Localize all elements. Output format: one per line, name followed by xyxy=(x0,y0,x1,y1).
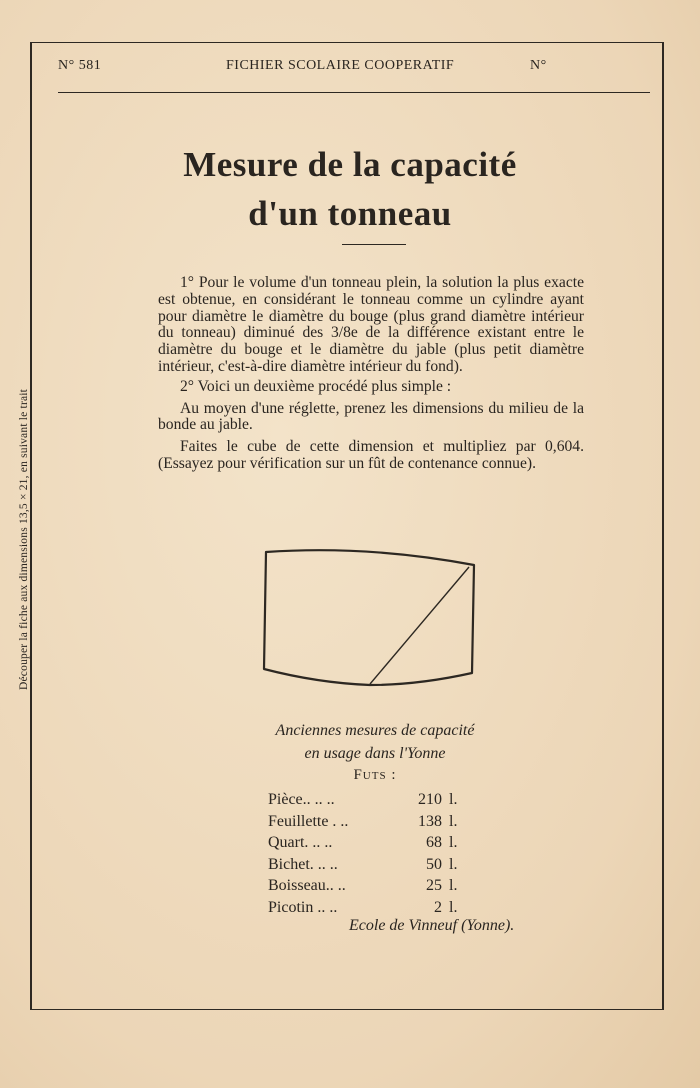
measure-value: 50 xyxy=(426,855,442,873)
table-row xyxy=(268,854,457,876)
measures-subheading: Futs : xyxy=(353,767,397,783)
school-signature: Ecole de Vinneuf (Yonne). xyxy=(349,917,515,934)
measure-name: Boisseau.. .. xyxy=(268,877,346,894)
title-line-2: d'un tonneau xyxy=(248,194,452,233)
paragraph-method-1: 1° Pour le volume d'un tonneau plein, la solution la plus exacte est obtenue, en considérant le tonneau comme un cylindre ayant pour diamètre le diamètre du bouge (plus grand diamètre intérieur du tonneau) diminué des 3/8e de la différence existant entre le diamètre du bouge et le diamètre du jable (plus petit diamètre intérieur, c'est-à-dire diamètre intérieur du fond). xyxy=(158,274,584,375)
series-title: FICHIER SCOLAIRE COOPERATIF xyxy=(226,58,455,73)
measure-name: Picotin .. .. xyxy=(268,898,338,916)
measures-heading-2: en usage dans l'Yonne xyxy=(304,745,446,762)
measure-name: Pièce.. .. .. xyxy=(268,791,335,808)
paragraph-method-2-step-1: Au moyen d'une réglette, prenez les dimensions du milieu de la bonde au jable. xyxy=(158,399,584,434)
measures-table xyxy=(268,789,457,918)
measure-name: Bichet. .. .. xyxy=(268,855,338,873)
measure-value: 210 xyxy=(418,791,442,808)
measure-unit: l. xyxy=(449,898,458,916)
table-row xyxy=(268,875,457,897)
cut-instruction: Découper la fiche aux dimensions 13,5 × 21, en suivant le trait xyxy=(18,388,30,690)
measures-heading-1: Anciennes mesures de capacité xyxy=(275,722,475,739)
table-row xyxy=(268,897,457,919)
secondary-number-label: N° xyxy=(530,58,547,73)
measure-unit: l. xyxy=(449,812,458,830)
measure-name: Quart. .. .. xyxy=(268,834,333,851)
barrel-outline xyxy=(264,550,474,685)
measure-value: 2 xyxy=(434,898,442,916)
table-row xyxy=(268,832,457,854)
paragraph-method-2-intro: 2° Voici un deuxième procédé plus simple : xyxy=(180,377,452,395)
old-measures-section xyxy=(200,719,540,918)
table-row xyxy=(268,811,457,833)
title-line-1: Mesure de la capacité xyxy=(183,145,517,184)
measure-unit: l. xyxy=(449,791,458,808)
card-header xyxy=(58,58,650,82)
barrel-diagram xyxy=(258,545,482,691)
title-underline xyxy=(342,244,406,245)
measurement-line xyxy=(370,567,469,684)
measure-value: 25 xyxy=(426,877,442,894)
measure-value: 138 xyxy=(418,812,442,830)
measure-unit: l. xyxy=(449,855,458,873)
measure-name: Feuillette . .. xyxy=(268,812,349,830)
body-text xyxy=(158,275,584,478)
measure-unit: l. xyxy=(449,877,458,894)
paragraph-method-2-step-2: Faites le cube de cette dimension et multipliez par 0,604. (Essayez pour vérification sur un fût de contenance connue). xyxy=(158,438,584,472)
measure-value: 68 xyxy=(426,834,442,851)
table-row xyxy=(268,789,457,811)
page-title xyxy=(60,140,640,238)
header-divider xyxy=(58,92,650,93)
card-number: N° 581 xyxy=(58,58,102,73)
measure-unit: l. xyxy=(449,834,458,851)
